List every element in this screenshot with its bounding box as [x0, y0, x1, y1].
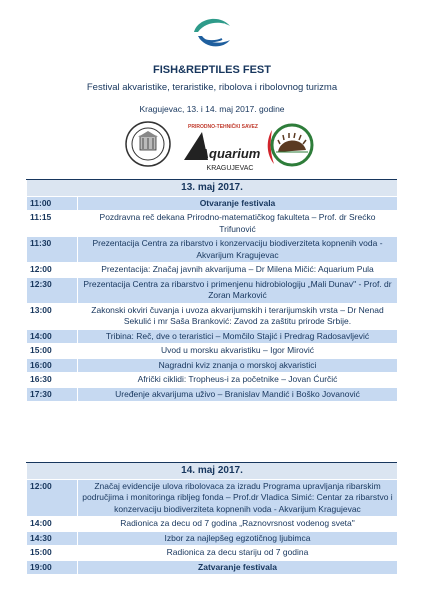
session-time: 11:15: [27, 211, 78, 237]
logo-b-word: Aquarium: [199, 146, 261, 161]
session-time: 19:00: [27, 560, 78, 575]
session-time: 14:00: [27, 517, 78, 532]
session-title: Izbor za najlepšeg egzotičnog ljubimca: [78, 531, 398, 546]
session-time: 15:00: [27, 344, 78, 359]
session-time: 11:00: [27, 196, 78, 211]
session-time: 12:30: [27, 277, 78, 303]
session-time: 12:00: [27, 263, 78, 278]
schedule-row: [27, 196, 398, 211]
session-title: Otvaranje festivala: [78, 196, 398, 211]
session-title: Pozdravna reč dekana Prirodno-matematičkog fakulteta – Prof. dr Srećko Trifunović: [78, 211, 398, 237]
schedule-row: [27, 344, 398, 359]
session-title: Radionica za decu stariju od 7 godina: [78, 546, 398, 561]
schedule-row: [27, 329, 398, 344]
day-title: 14. maj 2017.: [27, 463, 398, 480]
session-time: 14:00: [27, 329, 78, 344]
schedule-row: [27, 546, 398, 561]
session-time: 16:00: [27, 358, 78, 373]
day-title: 13. maj 2017.: [27, 180, 398, 197]
session-title: Značaj evidencije ulova ribolovaca za izradu Programa upravljanja ribarskim područjima i monitoringa ribljeg fonda – Prof.dr Vladica Simić: Centar za ribarstvo i konzervaciju biodiverziteta kopnenih voda - Akvarijum Kragujevac: [78, 479, 398, 517]
session-time: 12:00: [27, 479, 78, 517]
schedule-row: [27, 263, 398, 278]
session-time: 14:30: [27, 531, 78, 546]
session-title: Prezentacija Centra za ribarstvo i konzervaciju biodiverziteta kopnenih voda - Akvarijum Kragujevac: [78, 237, 398, 263]
schedule-row: [27, 358, 398, 373]
session-title: Uvod u morsku akvaristiku – Igor Mirović: [78, 344, 398, 359]
schedule-row: [27, 277, 398, 303]
session-title: Zakonski okviri čuvanja i uvoza akvarijumskih i terarijumskih vrsta – Dr Nenad Sekulić i mr Saša Branković: Zavod za zaštitu prirode Srbije.: [78, 303, 398, 329]
logo-b-city: KRAGUJEVAC: [206, 165, 254, 172]
schedule-day1: [26, 179, 398, 402]
logo-b-arc: PRIRODNO-TEHNIČKI SAVEZ: [188, 124, 258, 130]
university-seal-icon: [124, 120, 172, 168]
aquarium-kragujevac-logo: [178, 118, 268, 176]
schedule-row: [27, 560, 398, 575]
hedgehog-logo-icon: [264, 120, 314, 170]
session-time: 16:30: [27, 373, 78, 388]
session-title: Nagradni kviz znanja o morskoj akvaristici: [78, 358, 398, 373]
schedule-day2: [26, 462, 398, 575]
session-time: 17:30: [27, 387, 78, 402]
session-title: Radionica za decu od 7 godina „Raznovrsnost vodenog sveta": [78, 517, 398, 532]
sponsor-logos: [0, 118, 424, 178]
schedule-row: [27, 531, 398, 546]
schedule-row: [27, 211, 398, 237]
session-title: Uređenje akvarijuma uživo – Branislav Mandić i Boško Jovanović: [78, 387, 398, 402]
schedule-row: [27, 517, 398, 532]
schedule-row: [27, 479, 398, 517]
festival-place-date: Kragujevac, 13. i 14. maj 2017. godine: [139, 104, 285, 114]
session-title: Prezentacija Centra za ribarstvo i primenjenu hidrobiologiju „Mali Dunav" - Prof. dr Zoran Marković: [78, 277, 398, 303]
festival-title: FISH&REPTILES FEST: [153, 64, 271, 76]
session-title: Prezentacija: Značaj javnih akvarijuma – Dr Milena Mičić: Aquarium Pula: [78, 263, 398, 278]
schedule-row: [27, 387, 398, 402]
session-time: 15:00: [27, 546, 78, 561]
schedule-row: [27, 303, 398, 329]
session-title: Zatvaranje festivala: [78, 560, 398, 575]
session-time: 13:00: [27, 303, 78, 329]
session-title: Afrički ciklidi: Tropheus-i za početnike – Jovan Ćurčić: [78, 373, 398, 388]
fish-reptile-logo-icon: [190, 12, 234, 54]
festival-subtitle: Festival akvaristike, teraristike, ribolova i ribolovnog turizma: [86, 82, 338, 93]
schedule-row: [27, 237, 398, 263]
session-title: Tribina: Reč, dve o teraristici – Momčilo Stajić i Predrag Radosavljević: [78, 329, 398, 344]
session-time: 11:30: [27, 237, 78, 263]
schedule-row: [27, 373, 398, 388]
